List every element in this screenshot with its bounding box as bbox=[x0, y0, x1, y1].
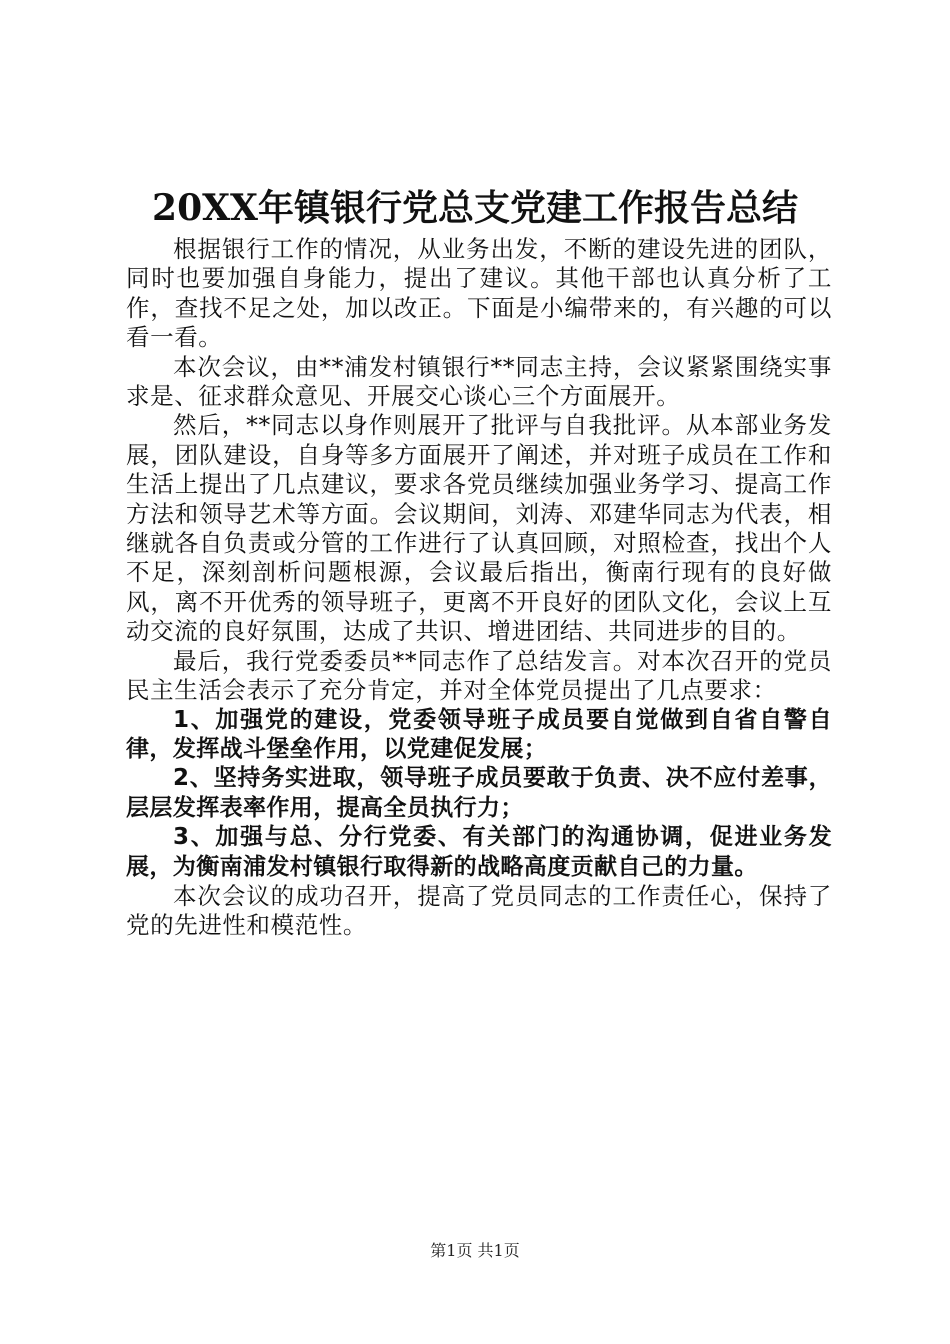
closing-paragraph: 本次会议的成功召开，提高了党员同志的工作责任心，保持了党的先进性和模范性。 bbox=[126, 881, 832, 940]
intro-paragraph: 根据银行工作的情况，从业务出发，不断的建设先进的团队，同时也要加强自身能力，提出了建议。其他干部也认真分析了工作，查找不足之处，加以改正。下面是小编带来的，有兴趣的可以看一看。 bbox=[126, 235, 832, 352]
requirement-item: 3、加强与总、分行党委、有关部门的沟通协调，促进业务发展，为衡南浦发村镇银行取得新的战略高度贡献自己的力量。 bbox=[126, 824, 832, 880]
document-title: 20XX年镇银行党总支党建工作报告总结 bbox=[152, 187, 798, 229]
summary-speech-paragraph: 最后，我行党委委员**同志作了总结发言。对本次召开的党员民主生活会表示了充分肯定，并对全体党员提出了几点要求： bbox=[126, 646, 832, 705]
meeting-host-paragraph: 本次会议，由**浦发村镇银行**同志主持，会议紧紧围绕实事求是、征求群众意见、开展交心谈心三个方面展开。 bbox=[126, 352, 832, 411]
criticism-paragraph: 然后，**同志以身作则展开了批评与自我批评。从本部业务发展，团队建设，自身等多方面展开了阐述，并对班子成员在工作和生活上提出了几点建议，要求各党员继续加强业务学习、提高工作方法和领导艺术等方面。会议期间，刘涛、邓建华同志为代表，相继就各自负责或分管的工作进行了认真回顾，对照检查，找出个人不足，深刻剖析问题根源，会议最后指出，衡南行现有的良好做风，离不开优秀的领导班子，更离不开良好的团队文化，会议上互动交流的良好氛围，达成了共识、增进团结、共同进步的目的。 bbox=[126, 411, 832, 646]
requirement-item: 1、加强党的建设，党委领导班子成员要自觉做到自省自警自律，发挥战斗堡垒作用，以党建促发展； bbox=[126, 706, 832, 762]
requirement-item: 2、坚持务实进取，领导班子成员要敢于负责、决不应付差事，层层发挥表率作用，提高全员执行力； bbox=[126, 765, 832, 821]
page-number-footer: 第1页 共1页 bbox=[430, 1241, 520, 1260]
document-body bbox=[126, 235, 832, 941]
